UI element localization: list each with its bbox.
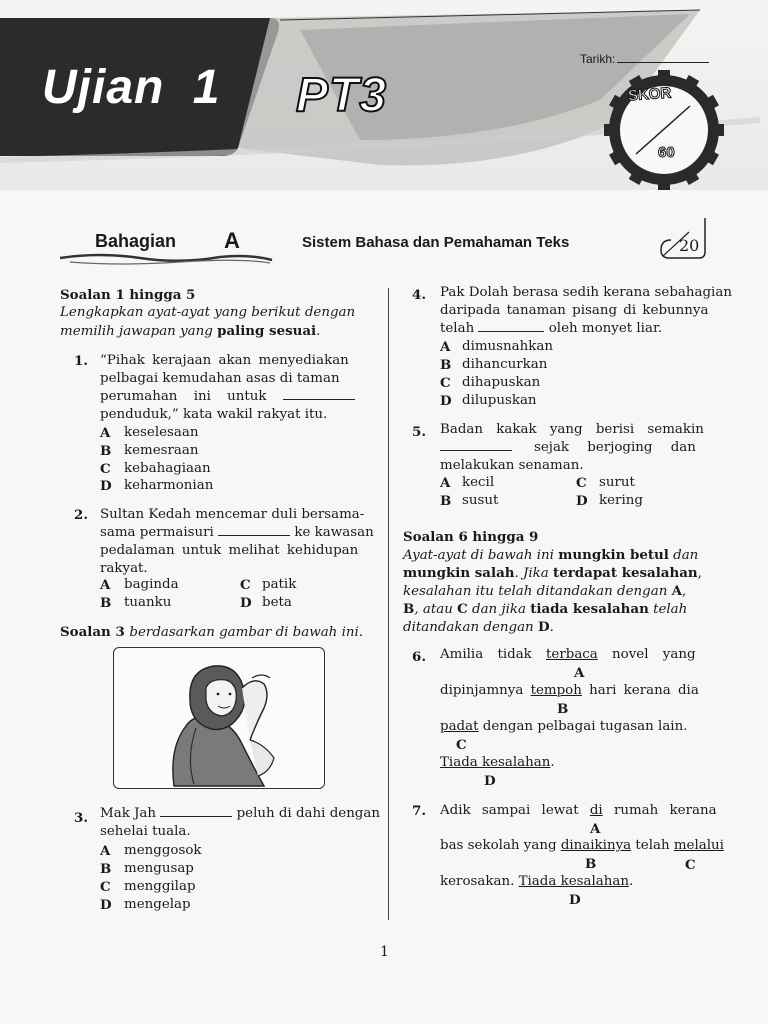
instr-bold: C [457, 601, 468, 617]
instr-bold: A [671, 583, 682, 599]
instr-bold: mungkin betul [558, 547, 669, 563]
q6-text: . [550, 755, 555, 770]
instr-text: Ayat-ayat di bawah ini [403, 548, 559, 563]
q2-option-a-letter[interactable]: A [100, 577, 111, 593]
q1-line1: “Pihak kerajaan akan menyediakan [100, 353, 349, 368]
q4-option-b-letter[interactable]: B [440, 357, 452, 373]
q6-mark-b: B [557, 701, 569, 717]
q6-text: Amilia tidak [440, 647, 547, 662]
q3-line1 [100, 805, 380, 823]
q1-option-b-letter[interactable]: B [100, 443, 112, 459]
q7-underlined-d: Tiada kesalahan [518, 874, 629, 889]
instruction-text: memilih jawapan yang [60, 324, 218, 339]
marks-total: 20 [679, 236, 700, 255]
q1-line4: penduduk,” kata wakil rakyat itu. [100, 407, 328, 422]
instruction-q6-9-line2 [403, 564, 702, 583]
q5-blank [440, 440, 512, 451]
q1-option-d[interactable]: keharmonian [124, 478, 214, 493]
q6-underlined-b: tempoh [530, 683, 582, 698]
q7-text: telah [631, 838, 674, 853]
q7-line3 [440, 873, 633, 891]
q1-line2: pelbagai kemudahan asas di taman [100, 371, 340, 386]
q7-underlined-a: di [589, 803, 603, 818]
q6-line4 [440, 754, 555, 772]
q3-illustration [113, 647, 325, 789]
q5-line1: Badan kakak yang berisi semakin [440, 422, 704, 437]
q5-option-b[interactable]: susut [462, 493, 499, 508]
q7-text: bas sekolah yang [440, 838, 561, 853]
heading-q6-9: Soalan 6 hingga 9 [403, 529, 539, 545]
q2-number: 2. [74, 507, 88, 523]
q5-option-a-letter[interactable]: A [440, 475, 451, 491]
q6-number: 6. [412, 649, 426, 665]
q1-option-b[interactable]: kemesraan [124, 443, 199, 458]
q5-option-c[interactable]: surut [599, 475, 635, 490]
q4-blank [478, 321, 544, 332]
q5-option-d-letter[interactable]: D [576, 493, 588, 509]
q2-option-d[interactable]: beta [262, 595, 292, 610]
q5-line2 [440, 439, 696, 457]
q7-mark-d: D [569, 892, 581, 908]
instr-text: . Jika [514, 566, 554, 581]
q6-mark-d: D [484, 773, 496, 789]
instr-bold: terdapat kesalahan [553, 565, 698, 581]
instruction-q1-5-line2 [60, 322, 320, 341]
q5-line3: melakukan senaman. [440, 458, 584, 473]
q6-text: hari kerana dia [581, 683, 699, 698]
q3-option-d[interactable]: mengelap [124, 897, 191, 912]
q1-option-a-letter[interactable]: A [100, 425, 111, 441]
test-title-word: Ujian [42, 61, 165, 114]
q3-option-a-letter[interactable]: A [100, 843, 111, 859]
date-line [617, 52, 709, 63]
q3-number: 3. [74, 810, 88, 826]
q2-option-d-letter[interactable]: D [240, 595, 252, 611]
instr-text: , [697, 566, 702, 581]
q3-option-c[interactable]: menggilap [124, 879, 196, 894]
q7-text: Adik sampai lewat [440, 803, 590, 818]
q7-underlined-b: dinaikinya [560, 838, 632, 853]
q7-number: 7. [412, 803, 426, 819]
score-label: SKOR [627, 84, 672, 105]
q3-blank [160, 806, 232, 817]
q2-blank [218, 525, 290, 536]
q1-line3-text: perumahan ini untuk [100, 389, 267, 404]
q2-option-b-letter[interactable]: B [100, 595, 112, 611]
q7-mark-c: C [685, 857, 696, 873]
bahagian-label: Bahagian [95, 231, 177, 251]
instruction-q1-5-line1: Lengkapkan ayat-ayat yang berikut dengan [60, 305, 356, 320]
instr-bold: tiada kesalahan [530, 601, 649, 617]
q4-option-d[interactable]: dilupuskan [462, 393, 537, 408]
q2-option-b[interactable]: tuanku [124, 595, 172, 610]
q4-line3-rest: oleh monyet liar. [548, 321, 663, 336]
q4-line3 [440, 320, 662, 338]
test-title [42, 60, 220, 115]
q3-option-b-letter[interactable]: B [100, 861, 112, 877]
page-number: 1 [380, 944, 389, 960]
q6-underlined-a: terbaca [546, 647, 598, 662]
instr-bold: D [537, 619, 550, 635]
q6-text: novel yang [597, 647, 696, 662]
q3-intro-italic: berdasarkan gambar di bawah ini. [129, 625, 364, 640]
q5-number: 5. [412, 424, 426, 440]
instr-bold: B [403, 601, 415, 617]
instr-bold: mungkin salah [403, 565, 515, 581]
instr-text: kesalahan itu telah ditandakan dengan [403, 584, 672, 599]
q3-option-b[interactable]: mengusap [124, 861, 194, 876]
q2-option-c-letter[interactable]: C [240, 577, 251, 593]
q3-line1-rest: peluh di dahi dengan [236, 806, 380, 821]
date-label: Tarikh: [580, 52, 616, 66]
q5-line2-text: sejak berjoging dan [534, 440, 696, 455]
q3-line1-text: Mak Jah [100, 806, 157, 821]
q5-option-a[interactable]: kecil [462, 475, 495, 490]
q3-intro [60, 623, 363, 642]
instruction-period: . [316, 324, 321, 339]
q2-option-a[interactable]: baginda [124, 577, 179, 592]
date-field[interactable] [580, 52, 709, 66]
q6-mark-a: A [574, 665, 585, 681]
q1-line3 [100, 388, 355, 406]
q1-option-d-letter[interactable]: D [100, 478, 112, 494]
q3-option-c-letter[interactable]: C [100, 879, 111, 895]
instruction-q6-9-line4 [403, 600, 687, 619]
q7-mark-a: A [590, 821, 601, 837]
q4-option-b[interactable]: dihancurkan [462, 357, 548, 372]
q3-option-a[interactable]: menggosok [124, 843, 202, 858]
section-title: Sistem Bahasa dan Pemahaman Teks [302, 234, 570, 251]
q6-mark-c: C [456, 737, 467, 753]
q4-option-c[interactable]: dihapuskan [462, 375, 541, 390]
q1-option-a[interactable]: keselesaan [124, 425, 199, 440]
score-max: 60 [658, 144, 675, 161]
exam-name: PT3 [296, 69, 388, 122]
instr-text: ditandakan dengan [403, 620, 538, 635]
q4-option-a-letter[interactable]: A [440, 339, 451, 355]
q2-line3: pedalaman untuk melihat kehidupan [100, 543, 359, 558]
instr-text: dan jika [467, 602, 531, 617]
instr-text: telah [648, 602, 688, 617]
instr-text: , [681, 584, 687, 599]
q7-mark-b: B [585, 856, 597, 872]
q6-underlined-d: Tiada kesalahan [440, 755, 551, 770]
q6-text: dipinjamnya [440, 683, 531, 698]
q6-line1 [440, 646, 696, 664]
q4-line3-text: telah [440, 321, 475, 336]
instr-text: dan [668, 548, 699, 563]
woman-wiping-sweat-image [114, 648, 324, 788]
test-number: 1 [192, 61, 221, 114]
q7-text: kerosakan. [440, 874, 519, 889]
instruction-q6-9-line3 [403, 582, 686, 601]
q7-line2 [440, 837, 724, 855]
q6-text: dengan pelbagai tugasan lain. [478, 719, 688, 734]
q6-line3 [440, 718, 687, 736]
q3-intro-bold: Soalan 3 [60, 624, 130, 640]
q2-line4: rakyat. [100, 561, 148, 576]
q4-line1: Pak Dolah berasa sedih kerana sebahagian [440, 285, 732, 300]
q3-line2: sehelai tuala. [100, 824, 191, 839]
q7-underlined-c: melalui [673, 838, 724, 853]
q1-option-c-letter[interactable]: C [100, 461, 111, 477]
q2-line2-rest: ke kawasan [294, 525, 374, 540]
q5-option-c-letter[interactable]: C [576, 475, 587, 491]
instruction-emphasis: paling sesuai [217, 323, 317, 339]
column-divider [388, 288, 389, 920]
q2-line2 [100, 524, 374, 542]
q5-option-b-letter[interactable]: B [440, 493, 452, 509]
q4-option-c-letter[interactable]: C [440, 375, 451, 391]
instruction-q6-9-line5 [403, 618, 554, 637]
q2-line1: Sultan Kedah mencemar duli bersama- [100, 507, 365, 522]
q5-option-d[interactable]: kering [599, 493, 643, 508]
q4-option-d-letter[interactable]: D [440, 393, 452, 409]
heading-q1-5: Soalan 1 hingga 5 [60, 287, 196, 303]
q1-option-c[interactable]: kebahagiaan [124, 461, 211, 476]
q4-line2: daripada tanaman pisang di kebunnya [440, 303, 709, 318]
bahagian-letter: A [224, 228, 240, 253]
q3-option-d-letter[interactable]: D [100, 897, 112, 913]
q1-blank [283, 389, 355, 400]
q2-line2-text: sama permaisuri [100, 525, 214, 540]
bahagian-underline [60, 250, 275, 270]
q7-line1 [440, 802, 717, 820]
q4-number: 4. [412, 287, 426, 303]
q7-text: rumah kerana [602, 803, 717, 818]
q6-line2 [440, 682, 699, 700]
q2-option-c[interactable]: patik [262, 577, 297, 592]
instr-text: , atau [414, 602, 458, 617]
q1-number: 1. [74, 353, 88, 369]
q4-option-a[interactable]: dimusnahkan [462, 339, 554, 354]
instr-text: . [549, 620, 554, 635]
q7-text: . [629, 874, 634, 889]
q6-underlined-c: padat [440, 719, 479, 734]
instruction-q6-9-line1 [403, 546, 698, 565]
